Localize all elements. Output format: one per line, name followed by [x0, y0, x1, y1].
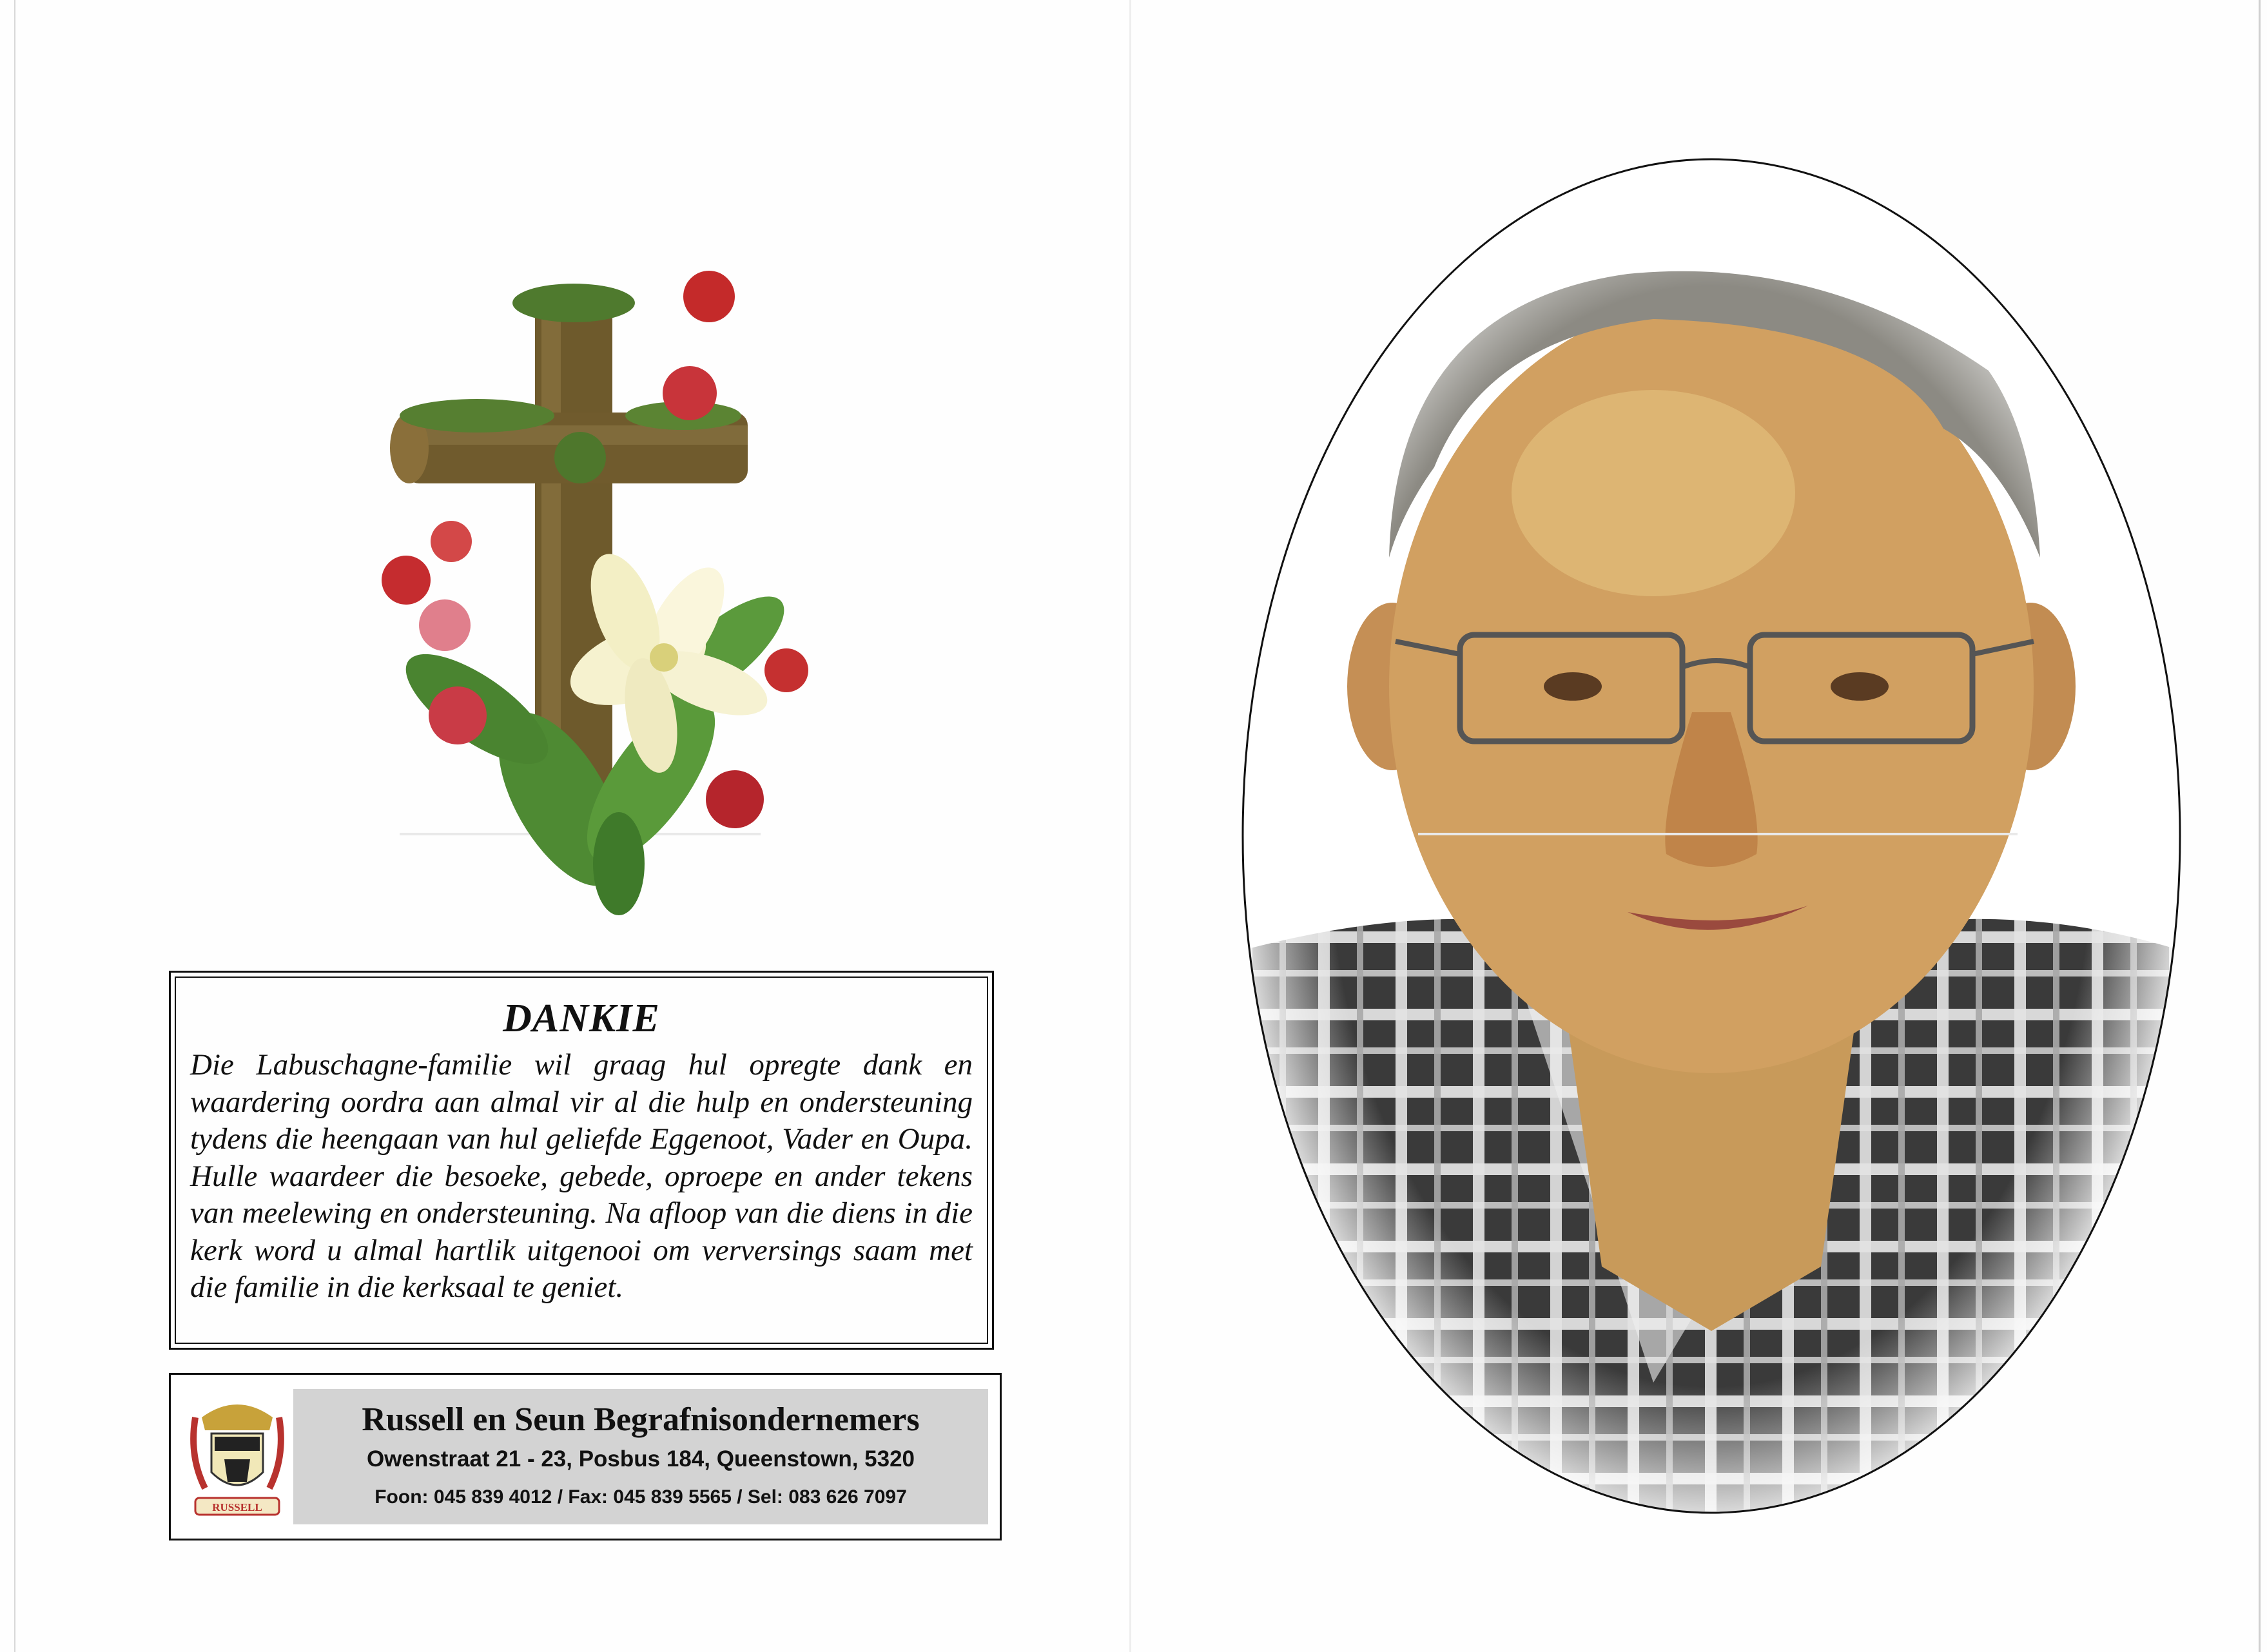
funeral-home-phones: Foon: 045 839 4012 / Fax: 045 839 5565 / Sel: 083 626 7097	[375, 1486, 907, 1508]
funeral-home-address: Owenstraat 21 - 23, Posbus 184, Queenstown, 5320	[366, 1446, 915, 1472]
paper-edge-right	[2259, 0, 2261, 1652]
family-crest-icon	[189, 1392, 286, 1521]
paper-edge-left	[14, 0, 15, 1652]
portrait-photo-oval	[1241, 158, 2182, 1515]
crest-banner-text: RUSSELL	[212, 1501, 262, 1513]
thank-you-inner-border	[175, 977, 988, 1344]
funeral-home-name: Russell en Seun Begrafnisondernemers	[362, 1401, 920, 1438]
thank-you-text: Die Labuschagne-familie wil graag hul opregte dank en waardering oordra aan almal vir al die hulp en ondersteuning tydens die heengaan van hul geliefde Eggenoot, Vader en Oupa. Hulle waardeer die besoeke, gebede, oproepe en ander tekens van meelewing en ondersteuning. Na afloop van die diens in die kerk word u almal hartlik uitgenooi om verversings saam met die familie in die kerksaal te geniet.	[190, 1048, 973, 1304]
paper-crease-right	[1418, 833, 2018, 835]
funeral-home-box	[169, 1373, 1002, 1540]
thank-you-title: DANKIE	[503, 996, 660, 1040]
funeral-home-panel	[293, 1389, 988, 1524]
cross-with-lilies-icon	[348, 264, 851, 915]
center-fold	[1129, 0, 1131, 1652]
thank-you-box	[169, 971, 994, 1350]
